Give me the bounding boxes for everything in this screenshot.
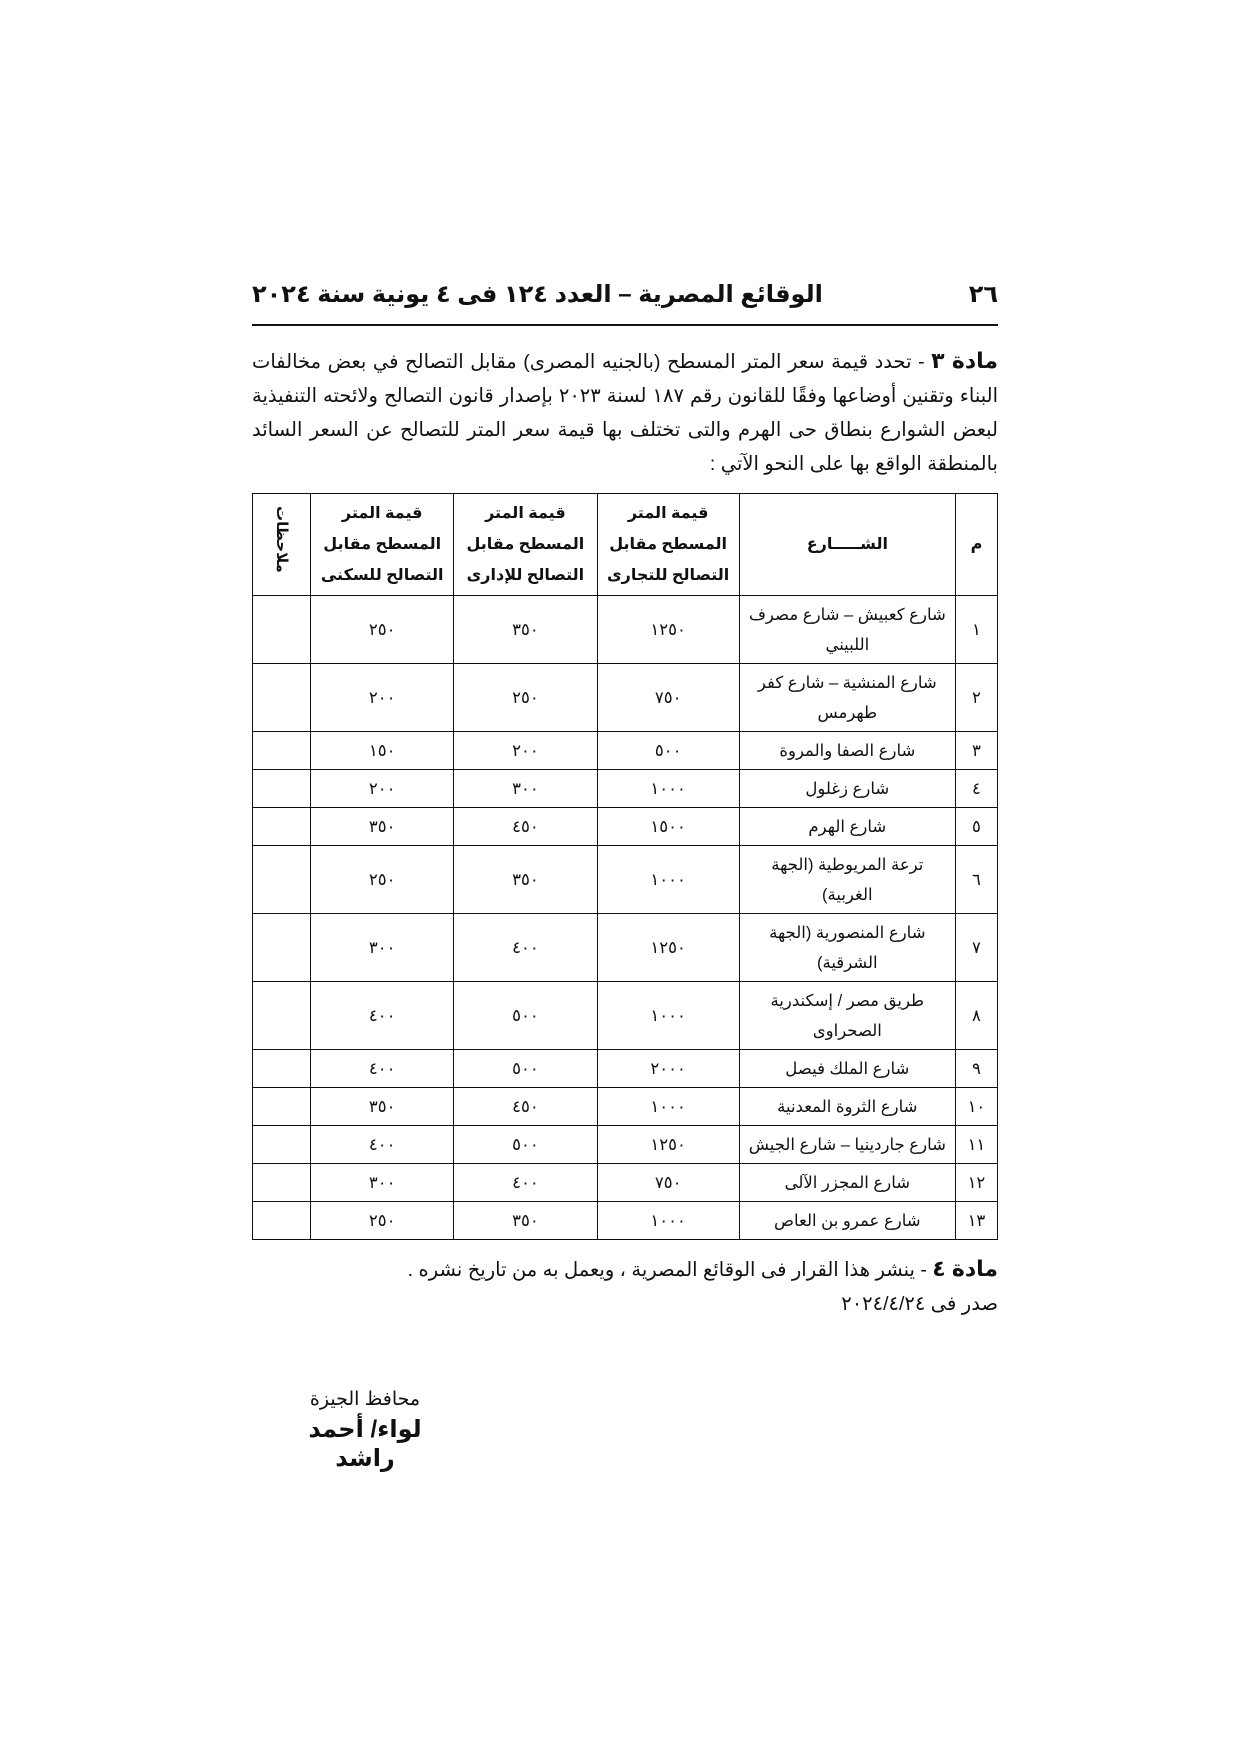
- row-administrative: ٣٥٠: [454, 846, 597, 914]
- row-street: شارع المنصورية (الجهة الشرقية): [739, 914, 955, 982]
- row-index: ١٢: [955, 1164, 997, 1202]
- row-administrative: ٢٥٠: [454, 664, 597, 732]
- row-commercial: ٧٥٠: [597, 1164, 739, 1202]
- header-residential: قيمة المتر المسطح مقابل التصالح للسكنى: [311, 494, 454, 596]
- row-commercial: ١٠٠٠: [597, 982, 739, 1050]
- row-commercial: ١٢٥٠: [597, 596, 739, 664]
- row-index: ٤: [955, 770, 997, 808]
- row-commercial: ١٠٠٠: [597, 770, 739, 808]
- table-row: [253, 846, 998, 914]
- row-index: ٨: [955, 982, 997, 1050]
- row-commercial: ١٠٠٠: [597, 846, 739, 914]
- row-residential: ٤٠٠: [311, 1050, 454, 1088]
- table-row: [253, 1202, 998, 1240]
- row-notes: [253, 1088, 311, 1126]
- header-notes-label: ملاحظات: [273, 505, 291, 573]
- row-residential: ٤٠٠: [311, 1126, 454, 1164]
- row-commercial: ٥٠٠: [597, 732, 739, 770]
- header-commercial: قيمة المتر المسطح مقابل التصالح للتجارى: [597, 494, 739, 596]
- row-notes: [253, 770, 311, 808]
- table-row: [253, 1164, 998, 1202]
- row-residential: ٢٥٠: [311, 596, 454, 664]
- page-number: ٢٦: [968, 281, 998, 308]
- row-residential: ٣٥٠: [311, 808, 454, 846]
- row-street: شارع المنشية – شارع كفر طهرمس: [739, 664, 955, 732]
- header-street: الشـــــارع: [739, 494, 955, 596]
- pricing-table: [252, 493, 998, 1240]
- row-administrative: ٥٠٠: [454, 1126, 597, 1164]
- row-notes: [253, 1126, 311, 1164]
- table-row: [253, 732, 998, 770]
- row-notes: [253, 982, 311, 1050]
- row-residential: ٢٠٠: [311, 770, 454, 808]
- issue-date: صدر فى ٢٠٢٤/٤/٢٤: [841, 1293, 998, 1315]
- row-notes: [253, 846, 311, 914]
- row-commercial: ١٠٠٠: [597, 1088, 739, 1126]
- row-index: ٦: [955, 846, 997, 914]
- table-row: [253, 1088, 998, 1126]
- row-notes: [253, 664, 311, 732]
- row-street: شارع زغلول: [739, 770, 955, 808]
- article-4-line: [252, 1252, 998, 1287]
- row-street: شارع كعبيش – شارع مصرف اللبيني: [739, 596, 955, 664]
- row-residential: ٢٥٠: [311, 846, 454, 914]
- row-notes: [253, 596, 311, 664]
- article-3: [252, 344, 998, 481]
- row-administrative: ٤٠٠: [454, 1164, 597, 1202]
- row-street: شارع الملك فيصل: [739, 1050, 955, 1088]
- row-index: ١٠: [955, 1088, 997, 1126]
- row-index: ١١: [955, 1126, 997, 1164]
- header-notes: [253, 494, 311, 596]
- row-commercial: ١٢٥٠: [597, 1126, 739, 1164]
- article-4: [252, 1252, 998, 1321]
- table-row: [253, 1050, 998, 1088]
- row-commercial: ٧٥٠: [597, 664, 739, 732]
- row-notes: [253, 808, 311, 846]
- row-street: شارع المجزر الآلى: [739, 1164, 955, 1202]
- article-3-text: - تحدد قيمة سعر المتر المسطح (بالجنيه المصرى) مقابل التصالح في بعض مخالفات البناء وتقنين أوضاعها وفقًا للقانون رقم ١٨٧ لسنة ٢٠٢٣ بإصدار قانون التصالح ولائحته التنفيذية لبعض الشوارع بنطاق حى الهرم والتى تختلف بها قيمة سعر المتر للتصالح عن السعر السائد بالمنطقة الواقع بها على النحو الآتي :: [252, 351, 998, 475]
- signatory-name: لواء/ أحمد راشد: [308, 1416, 422, 1472]
- row-notes: [253, 1050, 311, 1088]
- row-administrative: ٣٥٠: [454, 596, 597, 664]
- row-commercial: ١٥٠٠: [597, 808, 739, 846]
- table-row: [253, 982, 998, 1050]
- article-4-label: مادة ٤: [932, 1256, 998, 1281]
- row-administrative: ٤٥٠: [454, 1088, 597, 1126]
- header-administrative: قيمة المتر المسطح مقابل التصالح للإدارى: [454, 494, 597, 596]
- signatory-title: محافظ الجيزة: [309, 1389, 421, 1410]
- table-row: [253, 1126, 998, 1164]
- table-row: [253, 770, 998, 808]
- row-administrative: ٢٠٠: [454, 732, 597, 770]
- row-residential: ١٥٠: [311, 732, 454, 770]
- row-residential: ٣٠٠: [311, 914, 454, 982]
- row-notes: [253, 914, 311, 982]
- row-index: ٢: [955, 664, 997, 732]
- row-commercial: ١٢٥٠: [597, 914, 739, 982]
- row-street: ترعة المريوطية (الجهة الغربية): [739, 846, 955, 914]
- table-row: [253, 596, 998, 664]
- gazette-title: الوقائع المصرية – العدد ١٢٤ فى ٤ يونية سنة ٢٠٢٤: [252, 281, 823, 308]
- row-index: ١٣: [955, 1202, 997, 1240]
- row-commercial: ٢٠٠٠: [597, 1050, 739, 1088]
- row-street: شارع الثروة المعدنية: [739, 1088, 955, 1126]
- row-street: طريق مصر / إسكندرية الصحراوى: [739, 982, 955, 1050]
- row-notes: [253, 1202, 311, 1240]
- row-residential: ٣٥٠: [311, 1088, 454, 1126]
- row-index: ٣: [955, 732, 997, 770]
- row-street: شارع الهرم: [739, 808, 955, 846]
- signature-block: [280, 1388, 450, 1473]
- row-administrative: ٤٥٠: [454, 808, 597, 846]
- row-administrative: ٥٠٠: [454, 982, 597, 1050]
- row-commercial: ١٠٠٠: [597, 1202, 739, 1240]
- row-street: شارع جاردينيا – شارع الجيش: [739, 1126, 955, 1164]
- row-administrative: ٣٠٠: [454, 770, 597, 808]
- row-index: ٥: [955, 808, 997, 846]
- row-residential: ٤٠٠: [311, 982, 454, 1050]
- header-index: م: [955, 494, 997, 596]
- page-header: [252, 280, 998, 326]
- row-administrative: ٤٠٠: [454, 914, 597, 982]
- row-index: ١: [955, 596, 997, 664]
- row-residential: ٢٠٠: [311, 664, 454, 732]
- table-header-row: [253, 494, 998, 596]
- table-row: [253, 664, 998, 732]
- document-page: [252, 280, 998, 1321]
- row-street: شارع الصفا والمروة: [739, 732, 955, 770]
- row-notes: [253, 1164, 311, 1202]
- row-notes: [253, 732, 311, 770]
- row-residential: ٣٠٠: [311, 1164, 454, 1202]
- row-residential: ٢٥٠: [311, 1202, 454, 1240]
- table-row: [253, 808, 998, 846]
- row-index: ٧: [955, 914, 997, 982]
- row-administrative: ٣٥٠: [454, 1202, 597, 1240]
- article-4-text: - ينشر هذا القرار فى الوقائع المصرية ، ويعمل به من تاريخ نشره .: [407, 1259, 933, 1281]
- row-index: ٩: [955, 1050, 997, 1088]
- article-3-label: مادة ٣: [931, 348, 998, 373]
- table-row: [253, 914, 998, 982]
- row-street: شارع عمرو بن العاص: [739, 1202, 955, 1240]
- row-administrative: ٥٠٠: [454, 1050, 597, 1088]
